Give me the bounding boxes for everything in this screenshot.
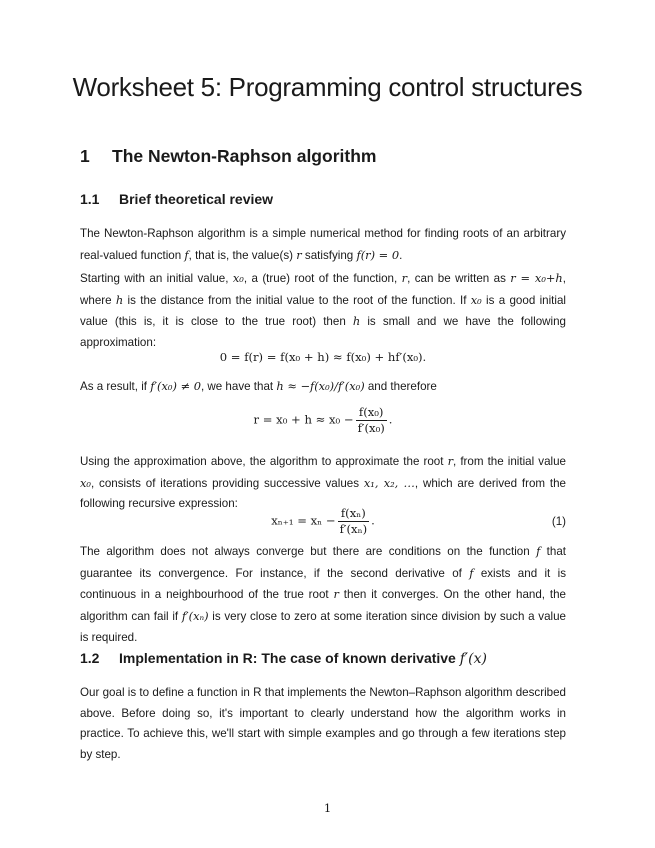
section-heading-1 [80, 146, 376, 167]
paragraph-starting-value: Starting with an initial value, x₀, a (true) root of the function, r, can be written as r = x₀+h, where h is the distance from the initial value to the root of the function. If x₀ is a good initial value (this is, it is close to the true root) then h is small and we have the following approximation: [80, 271, 567, 350]
subsection-title: Brief theoretical review [119, 191, 274, 207]
equation-number: (1) [551, 515, 566, 528]
equation-taylor: 0 = f(r) = f(x₀ + h) ≈ f(x₀) + hf′(x₀). [219, 350, 427, 364]
fraction: $\frac{\text{f(xₙ)}}{\text{f′(xₙ)}}$ [339, 506, 368, 536]
subsection-number: 1.2 [80, 650, 100, 666]
section-number: 1 [80, 146, 90, 166]
fraction: $\frac{\text{f(x₀)}}{\text{f′(x₀)}}$ [357, 405, 385, 435]
paragraph-iterations: Using the approximation above, the algorithm to approximate the root r, from the initial value x₀, consists of iterations providing successive values x₁, x₂, …, which are derived from the following recursive expression: [80, 454, 566, 511]
subsection-number: 1.1 [80, 191, 100, 207]
paragraph-intro: The Newton-Raphson algorithm is a simple numerical method for finding roots of an arbitrary real-valued function f, that is, the value(s) r satisfying f(r) = 0. [80, 227, 566, 262]
paragraph-goal: Our goal is to define a function in R that implements the Newton–Raphson algorithm described above. Before doing so, it's important to clearly understand how the algorithm works in practice. To achieve this, we'll start with simple examples and go through a few iterations step by step. [80, 686, 566, 762]
paragraph-convergence: The algorithm does not always converge but there are conditions on the function f that guarantee its convergence. For instance, if the second derivative of f exists and it is continuous in a neighbourhood of the true root r then it converges. On the other hand, the algorithm can fail if f′(xₙ) is very close to zero at some iteration since division by such a value is required. [80, 544, 566, 644]
subsection-heading-1-2 [80, 650, 487, 667]
paragraph-result: As a result, if f′(x₀) ≠ 0, we have that h ≈ −f(x₀)/f′(x₀) and therefore [80, 379, 437, 393]
equation-recursion: xₙ₊₁ = xₙ − $\frac{\text{f(xₙ)}}{\text{f′(xₙ)}}$ . [271, 506, 375, 536]
subsection-math: f′(x) [459, 651, 487, 667]
subsection-title: Implementation in R: The case of known derivative [119, 650, 460, 666]
subsection-heading-1-1 [80, 191, 273, 207]
section-title: The Newton-Raphson algorithm [112, 146, 377, 166]
page-number: 1 [323, 801, 332, 815]
worksheet-title: Worksheet 5: Programming control structures [72, 72, 583, 102]
equation-root-approximation: r = x₀ + h ≈ x₀ − $\frac{\text{f(x₀)}}{\text{f′(x₀)}}$ . [253, 405, 393, 435]
